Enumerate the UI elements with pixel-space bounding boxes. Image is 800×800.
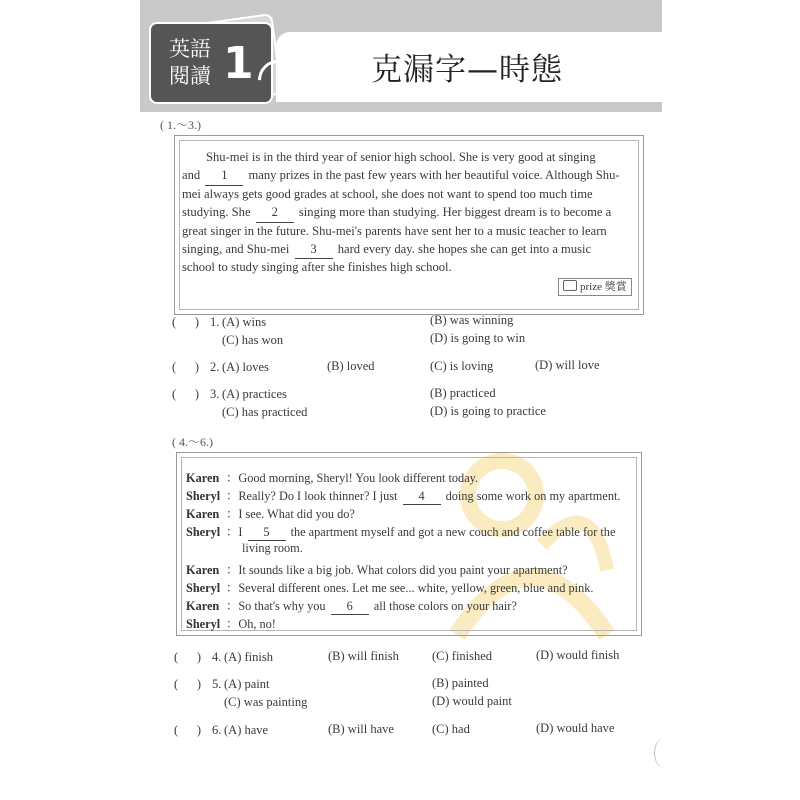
option-c[interactable]: (C) is loving <box>430 359 494 373</box>
option-b[interactable]: (B) will finish <box>328 649 399 663</box>
option-b[interactable]: (B) painted <box>432 676 489 690</box>
option-a[interactable]: (A) practices <box>222 387 287 401</box>
dialogue-line: Sheryl ：Really? Do I look thinner? I just 4 doing some work on my apartment. <box>186 489 621 503</box>
passage-line: Shu-mei is in the third year of senior high school. She is very good at singing <box>206 150 596 164</box>
option-a[interactable]: (A) wins <box>222 315 267 329</box>
passage-text <box>182 148 632 277</box>
dialogue-line: Karen ：It sounds like a big job. What colors did you paint your apartment? <box>186 563 568 577</box>
option-d[interactable]: (D) is going to win <box>430 331 526 345</box>
passage-line: great singer in the future. Shu-mei's parents have sent her to a music teacher to learn <box>182 223 607 238</box>
blank-5: 5 <box>248 525 286 541</box>
option-a[interactable]: (A) paint <box>224 677 270 691</box>
blank-4: 4 <box>403 489 441 505</box>
option-d[interactable]: (D) will love <box>535 358 600 372</box>
option-c[interactable]: (C) was painting <box>224 695 308 709</box>
unit-badge <box>149 22 273 104</box>
dialogue-line: Karen ：Good morning, Sheryl! You look different today. <box>186 471 479 485</box>
option-d[interactable]: (D) would paint <box>432 694 512 708</box>
option-c[interactable]: (C) had <box>432 722 470 736</box>
option-c[interactable]: (C) has won <box>222 333 284 347</box>
blank-2: 2 <box>256 203 294 222</box>
blank-1: 1 <box>205 166 243 185</box>
answer-paren[interactable]: ( ) <box>174 650 202 664</box>
option-a[interactable]: (A) have <box>224 723 269 737</box>
section2-range: ( 4.～6.) <box>172 435 213 449</box>
answer-paren[interactable]: ( ) <box>172 360 200 374</box>
passage-line: mei always gets good grades at school, she does not want to spend too much time <box>182 186 593 201</box>
unit-number: 1 <box>223 38 254 89</box>
question-number: 3. <box>210 387 220 401</box>
option-b[interactable]: (B) practiced <box>430 386 496 400</box>
option-d[interactable]: (D) would finish <box>536 648 620 662</box>
option-a[interactable]: (A) finish <box>224 650 273 664</box>
answer-paren[interactable]: ( ) <box>172 315 200 329</box>
page-title: 克漏字—時態 <box>371 52 563 88</box>
option-b[interactable]: (B) loved <box>327 359 375 373</box>
vocab-note: prize 獎賞 <box>558 278 632 296</box>
dialogue-line: Sheryl ：Oh, no! <box>186 617 276 631</box>
dialogue-line: living room. <box>242 541 303 555</box>
badge-label: 英語 閱讀 <box>169 37 211 88</box>
passage-line: school to study singing after she finishes high school. <box>182 260 452 275</box>
option-c[interactable]: (C) finished <box>432 649 493 663</box>
blank-6: 6 <box>331 599 369 615</box>
answer-paren[interactable]: ( ) <box>174 723 202 737</box>
passage-line: and 1 many prizes in the past few years with her beautiful voice. Although Shu- <box>182 166 632 184</box>
option-c[interactable]: (C) has practiced <box>222 405 308 419</box>
question-number: 2. <box>210 360 220 374</box>
option-d[interactable]: (D) would have <box>536 721 615 735</box>
title-box <box>276 32 662 102</box>
dialogue-line: Sheryl ：Several different ones. Let me see... white, yellow, green, blue and pink. <box>186 581 594 595</box>
option-b[interactable]: (B) was winning <box>430 313 514 327</box>
option-d[interactable]: (D) is going to practice <box>430 404 546 418</box>
dialogue-line: Sheryl ：I 5 the apartment myself and got a new couch and coffee table for the <box>186 525 616 539</box>
blank-3: 3 <box>295 240 333 259</box>
passage-line: singing, and Shu-mei 3 hard every day. she hopes she can get into a music <box>182 240 632 258</box>
option-a[interactable]: (A) loves <box>222 360 269 374</box>
option-b[interactable]: (B) will have <box>328 722 394 736</box>
answer-paren[interactable]: ( ) <box>172 387 200 401</box>
question-number: 6. <box>212 723 222 737</box>
passage-line: studying. She 2 singing more than studying. Her biggest dream is to become a <box>182 203 632 221</box>
answer-paren[interactable]: ( ) <box>174 677 202 691</box>
question-number: 4. <box>212 650 222 664</box>
vocab-icon <box>563 280 577 291</box>
dialogue-line: Karen ：So that's why you 6 all those colors on your hair? <box>186 599 517 613</box>
question-number: 1. <box>210 315 220 329</box>
question-number: 5. <box>212 677 222 691</box>
dialogue-line: Karen ：I see. What did you do? <box>186 507 355 521</box>
section1-range: ( 1.～3.) <box>160 118 201 132</box>
page-edge-curve <box>654 738 675 768</box>
